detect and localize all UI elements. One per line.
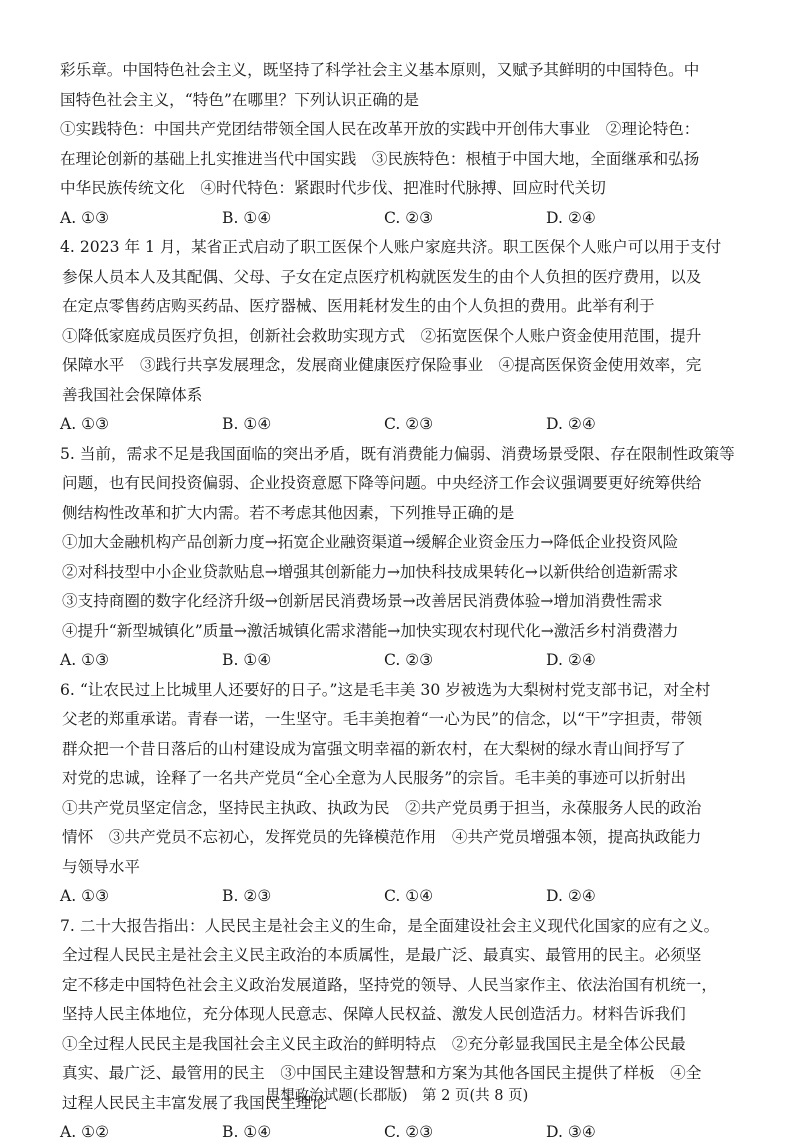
question-6-stem: 6. “让农民过上比城里人还要好的日子。”这是毛丰美 30 岁被选为大梨树村党支部书记，对全村 xyxy=(60,680,711,699)
question-5-line: 问题，也有民间投资偏弱、企业投资意愿下降等问题。中央经济工作会议强调要更好统筹供给 xyxy=(62,474,702,492)
question-6-options xyxy=(60,882,746,912)
question-6-statement: ①共产党员坚定信念，坚持民主执政、执政为民 ②共产党员勇于担当，永葆服务人民的政治 xyxy=(62,798,702,817)
question-3 xyxy=(60,56,746,233)
question-4-line: 在定点零售药店购买药品、医疗器械、医用耗材发生的由个人负担的费用。此举有利于 xyxy=(62,297,655,315)
question-3-statement: 在理论创新的基础上扎实推进当代中国实践 ③民族特色：根植于中国大地，全面继承和弘扬 xyxy=(60,149,700,168)
page-footer: 思想政治试题(长郡版) 第 2 页(共 8 页) xyxy=(265,1088,529,1104)
option-c: C. ②③ xyxy=(384,415,434,433)
option-a: A. ①③ xyxy=(60,208,110,227)
question-5-options xyxy=(60,646,746,676)
question-4-statement: 善我国社会保障体系 xyxy=(62,385,203,404)
question-7-line: 坚持人民主体地位，充分体现人民意志、保障人民权益、激发人民创造活力。材料告诉我们 xyxy=(62,1005,686,1023)
question-5-stem: 5. 当前，需求不足是我国面临的突出矛盾，既有消费能力偏弱、消费场景受限、存在限制性政策等 xyxy=(60,444,735,463)
option-b: B. ①④ xyxy=(222,651,272,669)
question-6-statement: 情怀 ③共产党员不忘初心，发挥党员的先锋模范作用 ④共产党员增强本领，提高执政能力 xyxy=(62,828,702,846)
question-7 xyxy=(60,912,746,1148)
question-7-statement: ①全过程人民民主是我国社会主义民主政治的鲜明特点 ②充分彰显我国民主是全体公民最 xyxy=(62,1034,686,1053)
question-3-statement: ①实践特色：中国共产党团结带领全国人民在改革开放的实践中开创伟大事业 ②理论特色： xyxy=(60,120,700,138)
question-3-statement: 中华民族传统文化 ④时代特色：紧跟时代步伐、把准时代脉搏、回应时代关切 xyxy=(60,179,606,197)
question-7-stem: 7. 二十大报告指出：人民民主是社会主义的生命，是全面建设社会主义现代化国家的应有之义。 xyxy=(60,916,720,935)
question-5-statement: ④提升“新型城镇化”质量→激活城镇化需求潜能→加快实现农村现代化→激活乡村消费潜力 xyxy=(62,621,679,640)
option-b: B. ①④ xyxy=(222,415,272,433)
option-a: A. ①② xyxy=(60,1123,110,1141)
option-c: C. ②③ xyxy=(384,208,434,227)
option-b: B. ②③ xyxy=(222,887,272,905)
question-7-statement: 过程人民民主丰富发展了我国民主理论 xyxy=(62,1093,328,1112)
question-5-line: 侧结构性改革和扩大内需。若不考虑其他因素，下列推导正确的是 xyxy=(62,503,515,522)
question-6-line: 父老的郑重承诺。青春一诺，一生坚守。毛丰美抱着“一心为民”的信念，以“干”字担责，带领 xyxy=(62,710,703,728)
question-4 xyxy=(60,233,746,440)
question-3-options xyxy=(60,204,746,234)
question-4-stem: 4. 2023 年 1 月，某省正式启动了职工医保个人账户家庭共济。职工医保个人账户可以用于支付 xyxy=(60,238,722,256)
question-7-statement: 真实、最广泛、最管用的民主 ③中国民主建设智慧和方案为其他各国民主提供了样板 ④全 xyxy=(62,1064,702,1082)
option-d: D. ②④ xyxy=(546,415,596,433)
question-4-statement: ①降低家庭成员医疗负担，创新社会救助实现方式 ②拓宽医保个人账户资金使用范围，提升 xyxy=(62,326,702,345)
question-7-line: 全过程人民民主是社会主义民主政治的本质属性，是最广泛、最真实、最管用的民主。必须坚 xyxy=(62,946,702,964)
option-c: C. ②③ xyxy=(384,651,434,669)
question-5-statement: ③支持商圈的数字化经济升级→创新居民消费场景→改善居民消费体验→增加消费性需求 xyxy=(62,592,663,610)
option-d: D. ②④ xyxy=(546,887,596,905)
question-4-line: 参保人员本人及其配偶、父母、子女在定点医疗机构就医发生的由个人负担的医疗费用，以及 xyxy=(62,267,702,286)
question-6 xyxy=(60,676,746,912)
question-5-statement: ①加大金融机构产品创新力度→拓宽企业融资渠道→缓解企业资金压力→降低企业投资风险 xyxy=(62,533,679,551)
option-a: A. ①③ xyxy=(60,887,110,905)
option-c: C. ①④ xyxy=(384,887,434,905)
option-b: B. ①④ xyxy=(222,1123,272,1141)
question-3-line: 彩乐章。中国特色社会主义，既坚持了科学社会主义基本原则，又赋予其鲜明的中国特色。中 xyxy=(60,61,700,79)
question-6-line: 对党的忠诚，诠释了一名共产党员“全心全意为人民服务”的宗旨。毛丰美的事迹可以折射出 xyxy=(62,769,687,787)
question-7-line: 定不移走中国特色社会主义政治发展道路，坚持党的领导、人民当家作主、依法治国有机统一， xyxy=(62,975,717,994)
option-d: D. ②④ xyxy=(546,651,596,669)
question-3-line: 国特色社会主义，“特色”在哪里？下列认识正确的是 xyxy=(60,90,420,109)
question-4-options xyxy=(60,410,746,440)
option-b: B. ①④ xyxy=(222,208,272,227)
question-6-line: 群众把一个昔日落后的山村建设成为富强文明幸福的新农村，在大梨树的绿水青山间抒写了 xyxy=(62,739,686,758)
option-a: A. ①③ xyxy=(60,651,110,669)
option-a: A. ①③ xyxy=(60,415,110,433)
question-4-statement: 保障水平 ③践行共享发展理念，发展商业健康医疗保险事业 ④提高医保资金使用效率，完 xyxy=(62,356,702,374)
question-7-options xyxy=(60,1118,746,1148)
question-5 xyxy=(60,440,746,676)
option-d: D. ③④ xyxy=(546,1123,596,1141)
option-c: C. ②③ xyxy=(384,1123,434,1141)
question-5-statement: ②对科技型中小企业贷款贴息→增强其创新能力→加快科技成果转化→以新供给创造新需求 xyxy=(62,562,679,581)
question-6-statement: 与领导水平 xyxy=(62,857,140,876)
option-d: D. ②④ xyxy=(546,208,596,227)
